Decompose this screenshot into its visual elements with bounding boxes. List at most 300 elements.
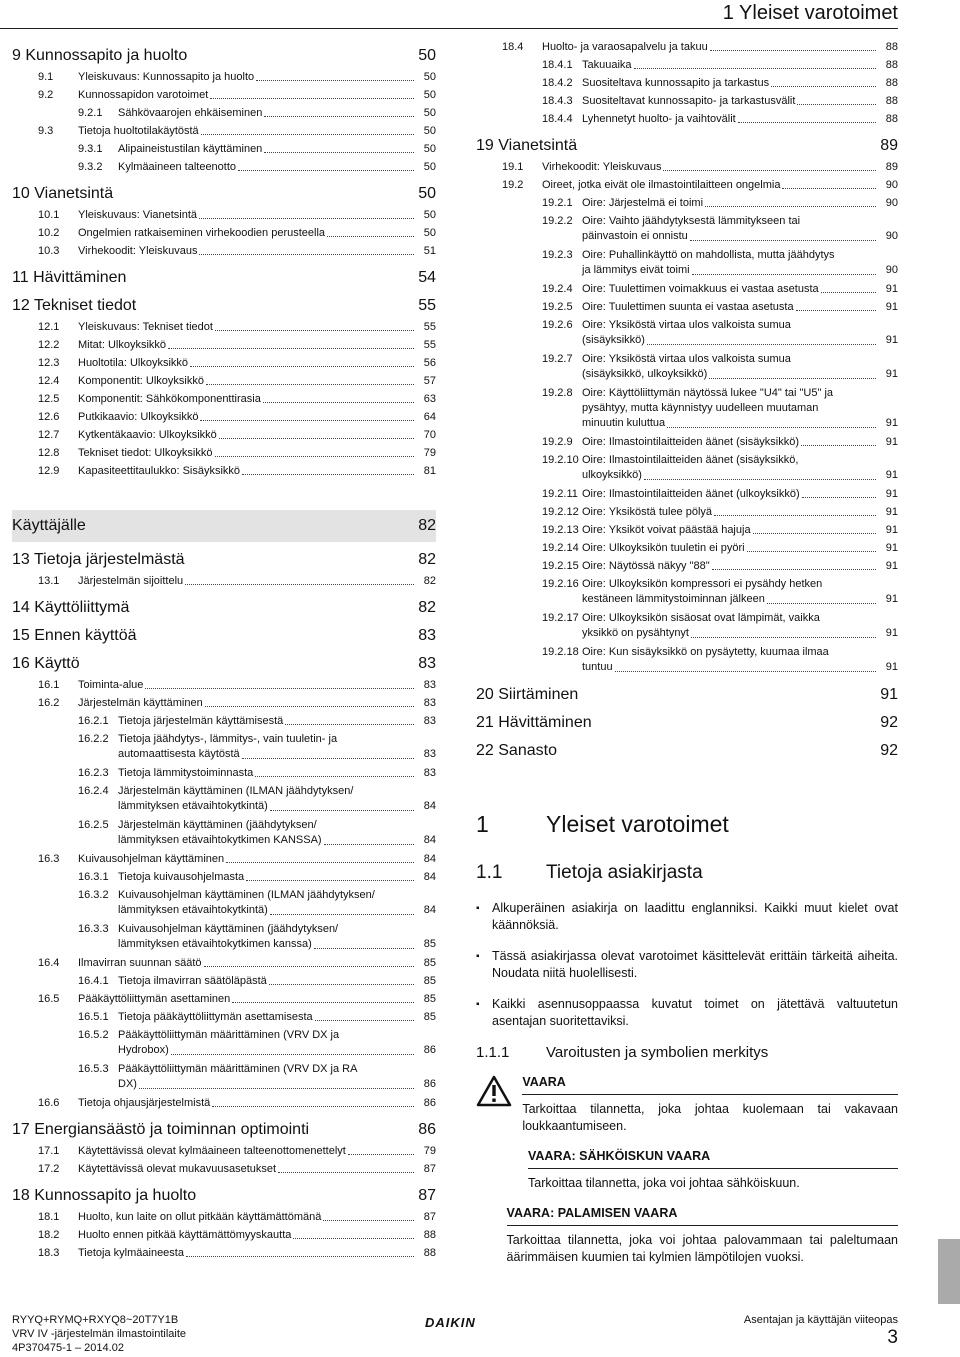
- toc-chapter-title: [476, 136, 577, 156]
- toc-chapter-title: [12, 1120, 309, 1140]
- toc-page-number: 85: [423, 938, 436, 950]
- bullet-list: [476, 900, 898, 1030]
- toc-entry: [12, 158, 436, 176]
- toc-entry: [476, 176, 898, 194]
- toc-entry: [476, 521, 898, 539]
- toc-leader-dots: [690, 240, 876, 241]
- toc-leader-dots: [232, 1002, 414, 1003]
- toc-entry-line: [118, 1043, 436, 1058]
- toc-page-number: 88: [885, 40, 898, 53]
- toc-entry-text: [78, 411, 416, 424]
- toc-leader-dots: [667, 427, 876, 428]
- toc-entry-text: [78, 1163, 416, 1176]
- toc-page-number: 83: [423, 748, 436, 760]
- toc-entry-text: [118, 732, 436, 762]
- toc-entry-number: 16.4.1: [78, 974, 109, 987]
- toc-page-number: 92: [880, 714, 898, 731]
- toc-left-column: [12, 38, 436, 1262]
- toc-page-number: 84: [423, 904, 436, 916]
- toc-entry-number: 9.1: [38, 70, 54, 83]
- toc-chapter-number: 17: [12, 1121, 30, 1138]
- toc-entry-line: Oire: Ulkoyksikön sisäosat ovat lämpimät, vaikka: [582, 612, 820, 624]
- toc-page-number: 84: [423, 852, 436, 865]
- toc-entry-number: 19.2.3: [542, 249, 573, 261]
- toc-entry-line: Oire: Vaihto jäähdytyksestä lämmitykseen tai: [582, 215, 801, 227]
- toc-entry-label: Tietoja kuivausohjelmasta: [118, 870, 245, 883]
- toc-entry-text: [582, 318, 898, 348]
- toc-leader-dots: [199, 254, 414, 255]
- toc-page-number: 82: [418, 551, 436, 568]
- toc-page-number: 83: [423, 678, 436, 691]
- toc-chapter-row: [12, 626, 436, 646]
- toc-entry-label: Komponentit: Ulkoyksikkö: [78, 374, 204, 387]
- toc-entry: [476, 609, 898, 643]
- toc-entry-label: Oire: Järjestelmä ei toimi: [582, 196, 704, 209]
- page-header-title: 1 Yleiset varotoimet: [722, 2, 898, 24]
- toc-leader-dots: [801, 445, 876, 446]
- toc-entry-label: Kuivausohjelman käyttäminen: [78, 852, 225, 865]
- toc-entry-number: 16.2.5: [78, 819, 109, 831]
- toc-entry-number: 10.2: [38, 226, 60, 239]
- footer-model: RYYQ+RYMQ+RXYQ8~20T7Y1B: [12, 1314, 179, 1326]
- toc-entry-text: [78, 89, 416, 102]
- toc-entry-text: [118, 715, 416, 728]
- toc-entry-line: Oire: Ulkoyksikön kompressori ei pysähdy hetken: [582, 578, 823, 590]
- toc-page-number: 88: [885, 76, 898, 89]
- toc-entry-label: Oire: Ilmastointilaitteiden äänet (ulkoyksikkö): [582, 487, 800, 500]
- toc-entry-number: 19.2.2: [542, 215, 573, 227]
- toc-chapter-label: Hävittäminen: [33, 269, 127, 286]
- toc-leader-dots: [238, 170, 414, 171]
- toc-page-number: 91: [885, 593, 898, 605]
- toc-chapter-number: 11: [12, 269, 29, 286]
- toc-entry-number: 19.2.13: [542, 523, 579, 536]
- toc-entry: [12, 1026, 436, 1060]
- toc-entry-text: [582, 113, 878, 126]
- toc-entry-number: 18.2: [38, 1228, 60, 1241]
- toc-chapter-row: [12, 1120, 436, 1140]
- section-text: Tietoja asiakirjasta: [546, 862, 703, 883]
- toc-page-number: 50: [423, 226, 436, 239]
- toc-entry-number: 12.5: [38, 392, 60, 405]
- toc-entry-number: 16.5.3: [78, 1063, 109, 1075]
- toc-entry-label: Kytkentäkaavio: Ulkoyksikkö: [78, 428, 217, 441]
- toc-chapter-title: [12, 46, 187, 66]
- toc-entry-text: [78, 697, 416, 710]
- toc-entry-label: Ongelmien ratkaiseminen virhekoodien perusteella: [78, 226, 326, 239]
- toc-leader-dots: [270, 810, 414, 811]
- subsection-text: Varoitusten ja symbolien merkitys: [546, 1044, 769, 1061]
- toc-page-number: 84: [423, 834, 436, 846]
- toc-entry-number: 18.4: [502, 40, 524, 53]
- toc-entry-number: 18.4.4: [542, 112, 573, 125]
- page-number: 3: [887, 1327, 898, 1348]
- toc-chapter-label: Energiansäästö ja toiminnan optimointi: [34, 1121, 310, 1138]
- toc-chapter-row: [476, 741, 898, 761]
- toc-chapter-number: 15: [12, 627, 30, 644]
- toc-entry-line: Oire: Ilmastointilaitteiden äänet (sisäyksikkö,: [582, 454, 799, 466]
- toc-entry-number: 13.1: [38, 574, 60, 587]
- toc-entry: [12, 68, 436, 86]
- toc-chapter-number: 20: [476, 686, 494, 703]
- toc-entry-label: Suositeltava kunnossapito ja tarkastus: [582, 76, 770, 89]
- toc-page-number: 91: [885, 661, 898, 673]
- toc-entry-text: [582, 386, 898, 431]
- toc-leader-dots: [634, 68, 876, 69]
- toc-entry-number: 12.2: [38, 338, 60, 351]
- toc-leader-dots: [738, 122, 876, 123]
- toc-entry-line: Järjestelmän käyttäminen (jäähdytyksen/: [118, 819, 317, 831]
- toc-leader-dots: [242, 474, 414, 475]
- toc-entry: [12, 972, 436, 990]
- toc-entry-line: Oire: Yksiköstä virtaa ulos valkoista sumua: [582, 319, 791, 331]
- toc-entry-number: 16.5: [38, 992, 60, 1005]
- toc-entry: [476, 194, 898, 212]
- toc-chapter-number: 14: [12, 599, 30, 616]
- toc-entry-text: [118, 922, 436, 952]
- toc-entry-text: [78, 957, 416, 970]
- toc-entry-label: tuntuu: [582, 661, 613, 673]
- toc-entry-text: [118, 107, 416, 120]
- toc-entry-label: Tekniset tiedot: Ulkoyksikkö: [78, 446, 213, 459]
- toc-chapter-title: [476, 685, 578, 705]
- toc-entry-number: 19.2.1: [542, 196, 573, 209]
- toc-entry: [476, 158, 898, 176]
- toc-leader-dots: [215, 456, 415, 457]
- warning-burn: [476, 1206, 898, 1266]
- toc-page-number: 86: [418, 1121, 436, 1138]
- toc-page-number: 50: [423, 142, 436, 155]
- toc-entry: [476, 92, 898, 110]
- bullet-item: ▪ Kaikki asennusoppaassa kuvatut toimet on jätettävä valtuutetun asentajan suoritettaviksi.: [476, 996, 898, 1030]
- toc-entry: [476, 298, 898, 316]
- toc-entry-line: [118, 833, 436, 848]
- toc-page-number: 50: [423, 70, 436, 83]
- toc-entry-label: Oireet, jotka eivät ole ilmastointilaitteen ongelmia: [542, 178, 781, 191]
- toc-entry-line: [118, 903, 436, 918]
- toc-entry-text: [582, 506, 878, 519]
- toc-entry-label: kestäneen lämmitystoiminnan jälkeen: [582, 593, 765, 605]
- toc-chapter-label: Vianetsintä: [34, 185, 114, 202]
- toc-leader-dots: [753, 533, 876, 534]
- toc-chapter-number: 19: [476, 137, 494, 154]
- toc-entry-text: [78, 245, 416, 258]
- toc-entry-line: [118, 799, 436, 814]
- toc-entry: [12, 122, 436, 140]
- toc-page-number: 85: [423, 956, 436, 969]
- toc-leader-dots: [615, 671, 876, 672]
- toc-entry-label: Sähkövaarojen ehkäiseminen: [118, 106, 263, 119]
- toc-chapter-row: [476, 713, 898, 733]
- toc-page-number: 91: [885, 435, 898, 448]
- toc-entry: [12, 1008, 436, 1026]
- toc-entry-text: [78, 357, 416, 370]
- toc-entry-label: Oire: Tuulettimen suunta ei vastaa asetusta: [582, 300, 794, 313]
- toc-leader-dots: [226, 862, 414, 863]
- toc-entry-text: [582, 248, 898, 278]
- toc-page-number: 82: [423, 574, 436, 587]
- toc-entry-label: Takuuaika: [582, 58, 632, 71]
- toc-chapter-row: [476, 136, 898, 156]
- toc-entry-label: Hydrobox): [118, 1044, 169, 1056]
- toc-leader-dots: [647, 344, 876, 345]
- toc-entry-label: Oire: Ulkoyksikön tuuletin ei pyöri: [582, 541, 745, 554]
- toc-entry-text: [78, 1145, 416, 1158]
- toc-entry-line: [118, 937, 436, 952]
- toc-entry-text: [118, 784, 436, 814]
- bullet-item: ▪ Tässä asiakirjassa olevat varotoimet käsittelevät erittäin tärkeitä aiheita. Noudata niitä huolellisesti.: [476, 948, 898, 982]
- toc-leader-dots: [242, 758, 414, 759]
- toc-entry: [12, 242, 436, 260]
- toc-entry-label: minuutin kuluttua: [582, 417, 666, 429]
- toc-leader-dots: [821, 292, 876, 293]
- toc-page-number: 63: [423, 392, 436, 405]
- toc-entry-label: Virhekoodit: Yleiskuvaus: [542, 160, 662, 173]
- warning-text: Tarkoittaa tilannetta, joka voi johtaa sähköiskuun.: [528, 1176, 800, 1190]
- warning-title: VAARA: PALAMISEN VAARA: [507, 1206, 898, 1226]
- toc-entry: [476, 74, 898, 92]
- toc-chapter-label: Hävittäminen: [498, 714, 592, 731]
- toc-entry-number: 16.3.2: [78, 889, 109, 901]
- toc-entry-number: 9.3.1: [78, 142, 103, 155]
- toc-entry: [476, 316, 898, 350]
- toc-leader-dots: [692, 274, 876, 275]
- toc-entry: [12, 224, 436, 242]
- toc-entry-label: Järjestelmän sijoittelu: [78, 574, 184, 587]
- toc-entry-number: 9.2: [38, 88, 54, 101]
- toc-chapter-label: Käyttöliittymä: [34, 599, 130, 616]
- toc-entry-number: 16.4: [38, 956, 60, 969]
- toc-entry-text: [78, 1211, 416, 1224]
- toc-chapter-title: [12, 1186, 196, 1206]
- toc-entry-number: 19.2.14: [542, 541, 579, 554]
- toc-entry: [12, 390, 436, 408]
- toc-entry: [12, 372, 436, 390]
- toc-leader-dots: [767, 603, 876, 604]
- toc-entry-text: [78, 429, 416, 442]
- toc-entry-text: [582, 352, 898, 382]
- warning-title: VAARA: [522, 1075, 898, 1095]
- toc-entry-label: Alipaineistustilan käyttäminen: [118, 142, 263, 155]
- toc-right-list: [476, 38, 898, 761]
- toc-chapter-label: Siirtäminen: [498, 686, 579, 703]
- toc-entry-text: [582, 611, 898, 641]
- toc-leader-dots: [168, 348, 414, 349]
- toc-entry-number: 17.2: [38, 1162, 60, 1175]
- toc-chapter-number: 9: [12, 47, 21, 64]
- toc-leader-dots: [327, 236, 414, 237]
- toc-chapter-label: Kunnossapito ja huolto: [34, 1187, 197, 1204]
- toc-entry-number: 16.2.1: [78, 714, 109, 727]
- toc-entry: [12, 572, 436, 590]
- toc-entry-label: Tietoja ilmavirran säätöläpästä: [118, 974, 267, 987]
- toc-entry-text: [78, 447, 416, 460]
- toc-entry-text: [78, 679, 416, 692]
- toc-chapter-row: [12, 268, 436, 288]
- toc-entry-text: [582, 542, 878, 555]
- toc-leader-dots: [212, 1106, 414, 1107]
- toc-page-number: 91: [885, 559, 898, 572]
- toc-entry: [476, 38, 898, 56]
- toc-entry-number: 9.3.2: [78, 160, 103, 173]
- toc-entry-text: [582, 453, 898, 483]
- toc-entry-number: 16.2.4: [78, 785, 109, 797]
- toc-entry-number: 19.2.6: [542, 319, 573, 331]
- toc-page-number: 55: [418, 297, 436, 314]
- toc-entry-label: (sisäyksikkö, ulkoyksikkö): [582, 368, 708, 380]
- toc-entry: [12, 140, 436, 158]
- toc-entry-number: 12.3: [38, 356, 60, 369]
- warning-triangle-icon: [476, 1075, 512, 1107]
- toc-entry-number: 18.4.1: [542, 58, 573, 71]
- toc-entry: [12, 1094, 436, 1112]
- toc-entry: [12, 850, 436, 868]
- toc-page-number: 89: [885, 160, 898, 173]
- toc-page-number: 91: [885, 300, 898, 313]
- toc-page-number: 90: [885, 178, 898, 191]
- toc-page-number: 83: [418, 627, 436, 644]
- toc-entry-text: [542, 179, 878, 192]
- toc-entry-label: Oire: Ilmastointilaitteiden äänet (sisäyksikkö): [582, 435, 800, 448]
- toc-entry-label: Komponentit: Sähkökomponenttirasia: [78, 392, 261, 405]
- toc-entry: [12, 712, 436, 730]
- toc-entry-number: 19.2: [502, 178, 524, 191]
- toc-chapter-title: [12, 550, 185, 570]
- toc-chapter-number: 13: [12, 551, 30, 568]
- toc-entry-label: (sisäyksikkö): [582, 334, 645, 346]
- toc-leader-dots: [644, 479, 876, 480]
- toc-page-number: 87: [418, 1187, 436, 1204]
- toc-chapter-label: Käyttö: [34, 655, 80, 672]
- toc-entry-text: [542, 41, 878, 54]
- toc-entry-text: [542, 161, 878, 174]
- toc-page-number: 54: [418, 269, 436, 286]
- toc-leader-dots: [139, 1088, 414, 1089]
- footer-product: VRV IV -järjestelmän ilmastointilaite: [12, 1328, 187, 1340]
- toc-page-number: 50: [423, 106, 436, 119]
- toc-entry: [476, 56, 898, 74]
- toc-entry-text: [78, 71, 416, 84]
- toc-page-number: 87: [423, 1210, 436, 1223]
- toc-entry-number: 18.3: [38, 1246, 60, 1259]
- toc-entry-text: [582, 59, 878, 72]
- toc-page-number: 85: [423, 974, 436, 987]
- toc-entry: [476, 384, 898, 433]
- toc-page-number: 64: [423, 410, 436, 423]
- toc-page-number: 84: [423, 800, 436, 812]
- toc-entry-label: Putkikaavio: Ulkoyksikkö: [78, 410, 199, 423]
- toc-page-number: 82: [418, 599, 436, 616]
- toc-entry: [12, 354, 436, 372]
- toc-entry-text: [118, 1062, 436, 1092]
- toc-entry-number: 12.6: [38, 410, 60, 423]
- toc-entry-label: Tietoja lämmitystoiminnasta: [118, 766, 254, 779]
- toc-entry-number: 9.3: [38, 124, 54, 137]
- toc-entry: [476, 246, 898, 280]
- toc-entry-label: Huoltotila: Ulkoyksikkö: [78, 356, 189, 369]
- toc-entry-text: [78, 1097, 416, 1110]
- toc-leader-dots: [210, 98, 414, 99]
- toc-entry-number: 9.2.1: [78, 106, 103, 119]
- toc-entry-label: Järjestelmän käyttäminen: [78, 696, 203, 709]
- toc-chapter-number: 18: [12, 1187, 30, 1204]
- toc-entry-text: [118, 161, 416, 174]
- toc-entry-label: Yleiskuvaus: Tekniset tiedot: [78, 320, 213, 333]
- toc-chapter-title: [12, 296, 136, 316]
- toc-entry-text: [118, 1011, 416, 1024]
- toc-leader-dots: [256, 80, 414, 81]
- toc-entry-number: 19.2.7: [542, 353, 573, 365]
- toc-entry-number: 19.2.17: [542, 612, 579, 624]
- toc-page-number: 91: [885, 523, 898, 536]
- toc-chapter-label: Tietoja järjestelmästä: [33, 551, 185, 568]
- warning-text: Tarkoittaa tilannetta, joka voi johtaa palovammaan tai paleltumaan äärimmäisen kuumien tai kylmien lämpötilojen vuoksi.: [506, 1233, 898, 1264]
- toc-leader-dots: [278, 1172, 414, 1173]
- toc-entry-line: Kuivausohjelman käyttäminen (ILMAN jäähdytyksen/: [118, 889, 375, 901]
- subsection-title: [476, 1044, 898, 1061]
- toc-entry-text: [582, 524, 878, 537]
- toc-chapter-title: [12, 268, 126, 288]
- toc-page-number: 88: [423, 1228, 436, 1241]
- section-number: 1.1: [476, 862, 503, 883]
- toc-entry-text: [78, 209, 416, 222]
- toc-page-number: 91: [885, 282, 898, 295]
- toc-entry: [12, 1244, 436, 1262]
- toc-entry-label: lämmityksen etävaihtokytkintä): [118, 800, 268, 812]
- section-title: [476, 862, 898, 884]
- toc-page-number: 56: [423, 356, 436, 369]
- toc-entry: [12, 318, 436, 336]
- footer-right: [743, 1313, 898, 1348]
- toc-page-number: 88: [885, 58, 898, 71]
- toc-chapter-row: [12, 184, 436, 204]
- toc-entry-label: Oire: Tuulettimen voimakkuus ei vastaa asetusta: [582, 282, 819, 295]
- toc-entry-text: [582, 436, 878, 449]
- warning-text: Tarkoittaa tilannetta, joka johtaa kuolemaan tai vakavaan loukkaantumiseen.: [522, 1102, 898, 1133]
- toc-page-number: 91: [885, 505, 898, 518]
- toc-page-number: 90: [885, 264, 898, 276]
- toc-chapter-title: [476, 741, 557, 761]
- toc-leader-dots: [709, 378, 876, 379]
- toc-entry: [12, 990, 436, 1008]
- toc-entry-number: 17.1: [38, 1144, 60, 1157]
- toc-leader-dots: [200, 420, 414, 421]
- toc-chapter-title: [12, 598, 129, 618]
- toc-entry-number: 19.2.11: [542, 487, 578, 500]
- toc-entry-label: Kapasiteettitaulukko: Sisäyksikkö: [78, 464, 241, 477]
- toc-entry-line: [582, 626, 898, 641]
- toc-entry-label: Tietoja järjestelmän käyttämisestä: [118, 714, 284, 727]
- toc-entry-line: [582, 660, 898, 675]
- toc-entry-line: [118, 1077, 436, 1092]
- warning-electric-shock: [476, 1149, 898, 1192]
- toc-page-number: 88: [885, 112, 898, 125]
- toc-page-number: 50: [423, 88, 436, 101]
- toc-leader-dots: [204, 966, 414, 967]
- warning-title: VAARA: SÄHKÖISKUN VAARA: [528, 1149, 898, 1169]
- toc-entry-text: [118, 767, 416, 780]
- brand-logo: DAIKIN: [425, 1315, 476, 1330]
- toc-page-number: 55: [423, 338, 436, 351]
- toc-page-number: 82: [418, 517, 436, 534]
- toc-leader-dots: [263, 402, 414, 403]
- toc-entry: [12, 1226, 436, 1244]
- toc-entry-label: ulkoyksikkö): [582, 469, 642, 481]
- toc-page-number: 83: [423, 696, 436, 709]
- toc-right-column: [476, 38, 898, 1266]
- toc-page-number: 91: [885, 487, 898, 500]
- toc-entry-label: Toiminta-alue: [78, 678, 144, 691]
